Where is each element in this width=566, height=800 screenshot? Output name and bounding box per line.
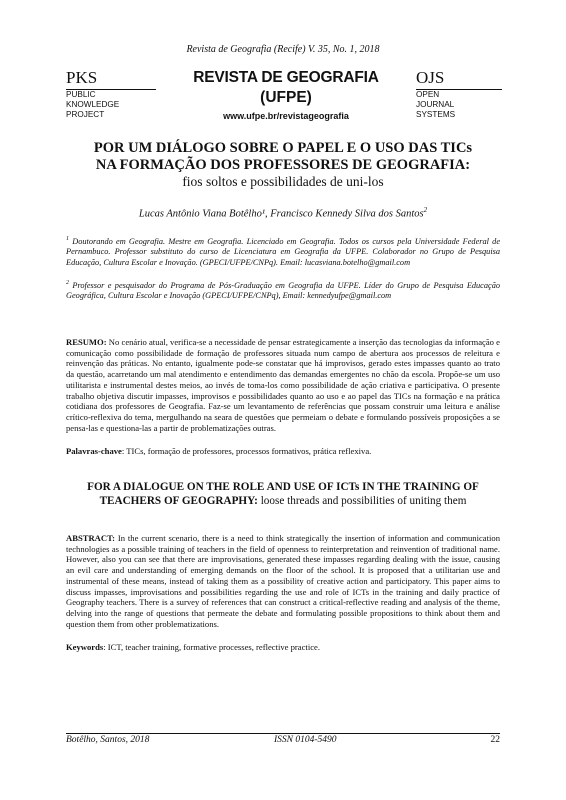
author-names: Lucas Antônio Viana Botêlho¹, Francisco Kennedy Silva dos Santos [138, 208, 424, 220]
palavras-chave-text: : TICs, formação de professores, processos formativos, prática reflexiva. [121, 446, 372, 456]
footnote-2 [66, 278, 500, 302]
journal-masthead [66, 68, 502, 126]
footnote-1-text: Doutorando em Geografia. Mestre em Geografia. Licenciado em Geografia. Todos os cursos pela Universidade Federal de Pernambuco. Professor substituto do curso de Licenciatura em Geografia da UFPE. Colaborador no Grupo de Pesquisa Educação, Cultura Escolar e Inovação. (GPECI/UFPE/CNPq). Email: lucasviana.botelho@gmail.com [66, 236, 500, 267]
author-list [40, 206, 526, 220]
footer-citation: Botêlho, Santos, 2018 [66, 735, 150, 745]
journal-url[interactable]: www.ufpe.br/revistageografia [223, 111, 349, 121]
palavras-chave [66, 446, 500, 457]
footnote-2-mark: 2 [66, 280, 69, 286]
ojs-line-3: SYSTEMS [416, 110, 456, 119]
keywords-text: : ICT, teacher training, formative processes, reflective practice. [103, 642, 320, 652]
ojs-line-1: OPEN [416, 90, 440, 99]
page-number: 22 [490, 735, 500, 745]
ojs-acronym: OJS [416, 68, 502, 90]
resumo-paragraph [66, 337, 500, 433]
abstract-label: ABSTRACT: [66, 533, 116, 543]
english-title-bold: FOR A DIALOGUE ON THE ROLE AND USE OF ICTs IN THE TRAINING OF TEACHERS OF GEOGRAPHY: [87, 481, 479, 507]
english-title [66, 480, 500, 508]
footnote-1 [66, 234, 500, 269]
english-title-rest: loose threads and possibilities of uniting them [257, 495, 467, 507]
journal-title: REVISTA DE GEOGRAFIA [193, 69, 379, 86]
article-subtitle: fios soltos e possibilidades de uni-los [182, 174, 384, 189]
ojs-logo [416, 68, 502, 120]
palavras-chave-label: Palavras-chave [66, 446, 122, 456]
article-title-line-2: NA FORMAÇÃO DOS PROFESSORES DE GEOGRAFIA: [95, 157, 471, 173]
pks-line-1: PUBLIC [66, 90, 96, 99]
pks-acronym: PKS [66, 68, 156, 90]
author-footnote-mark: 2 [423, 206, 428, 214]
journal-title-ufpe: (UFPE) [260, 89, 312, 106]
ojs-line-2: JOURNAL [416, 100, 455, 109]
keywords-label: Keywords [66, 642, 104, 652]
resumo-text: No cenário atual, verifica-se a necessidade de pensar estrategicamente a inserção das tecnologias da informação e comunicação como possibilidade de formação de professores situada num campo de abertura aos processos de releitura e reinvenção das práticas. No entanto, igualmente pode-se constatar que há improvisos, gerado estes impasses quanto ao trato da questão, acarretando um mal atendimento e entendimento das demandas emergentes no chão da escola. Propõe-se um uso utilitarista e instrumental destes meios, ao invés de toma-los como possibilidade de ação criativa e participativa. O presente trabalho objetiva discutir impasses, improvisos e possibilidades quanto ao uso e ao papel das TICs na formação e na prática cotidiana dos professores de Geografia. Faz-se um levantamento de referências que possam construir uma leitura e análise crítico-reflexiva do tema, mergulhando na seara de questões que permeiam o debate e formulando possíveis proposições a se pensa-las e questiona-las a partir de problematizações outras. [66, 337, 500, 433]
journal-title-block [162, 68, 410, 123]
footnote-2-text: Professor e pesquisador do Programa de Pós-Graduação em Geografia da UFPE. Líder do Grupo de Pesquisa Educação Geográfica, Cultura Escolar e Inovação (GPECI/UFPE/CNPq), Email: kennedyufpe@gmail.com [66, 280, 500, 301]
pks-line-2: KNOWLEDGE [66, 100, 120, 109]
abstract-text: In the current scenario, there is a need to think strategically the insertion of information and communication technologies as a possible training of teachers in the field of openness to reinterpretation and reinvention of traditional name. However, also you can see that there are improvisations, generated these impasses regarding dealing with the issue, causing an evil care and understanding of emerging demands on the floor of the school. It is proposed that a utilitarian use and instrumental of these means, instead of taking them as a possibility of creative action and participatory. This paper aims to discuss impasses, improvisations and possibilities regarding the use and role of ICTs in the training and daily practice of Geography teachers. There is a survey of references that can construct a critical-reflective reading and analysis of the theme, delving into the range of questions that permeate the debate and formulating possible propositions to think about them and question them from other problematizations. [66, 533, 500, 629]
footer-issn: ISSN 0104-5490 [274, 735, 337, 745]
abstract-paragraph [66, 533, 500, 629]
article-title-line-1: POR UM DIÁLOGO SOBRE O PAPEL E O USO DAS TICs [93, 140, 473, 156]
pks-line-3: PROJECT [66, 110, 105, 119]
resumo-label: RESUMO: [66, 337, 107, 347]
footnote-1-mark: 1 [66, 236, 69, 242]
pks-logo [66, 68, 156, 120]
article-title [40, 140, 526, 174]
journal-citation: Revista de Geografia (Recife) V. 35, No. 1, 2018 [186, 44, 380, 55]
page-footer [66, 733, 500, 747]
keywords [66, 642, 500, 653]
